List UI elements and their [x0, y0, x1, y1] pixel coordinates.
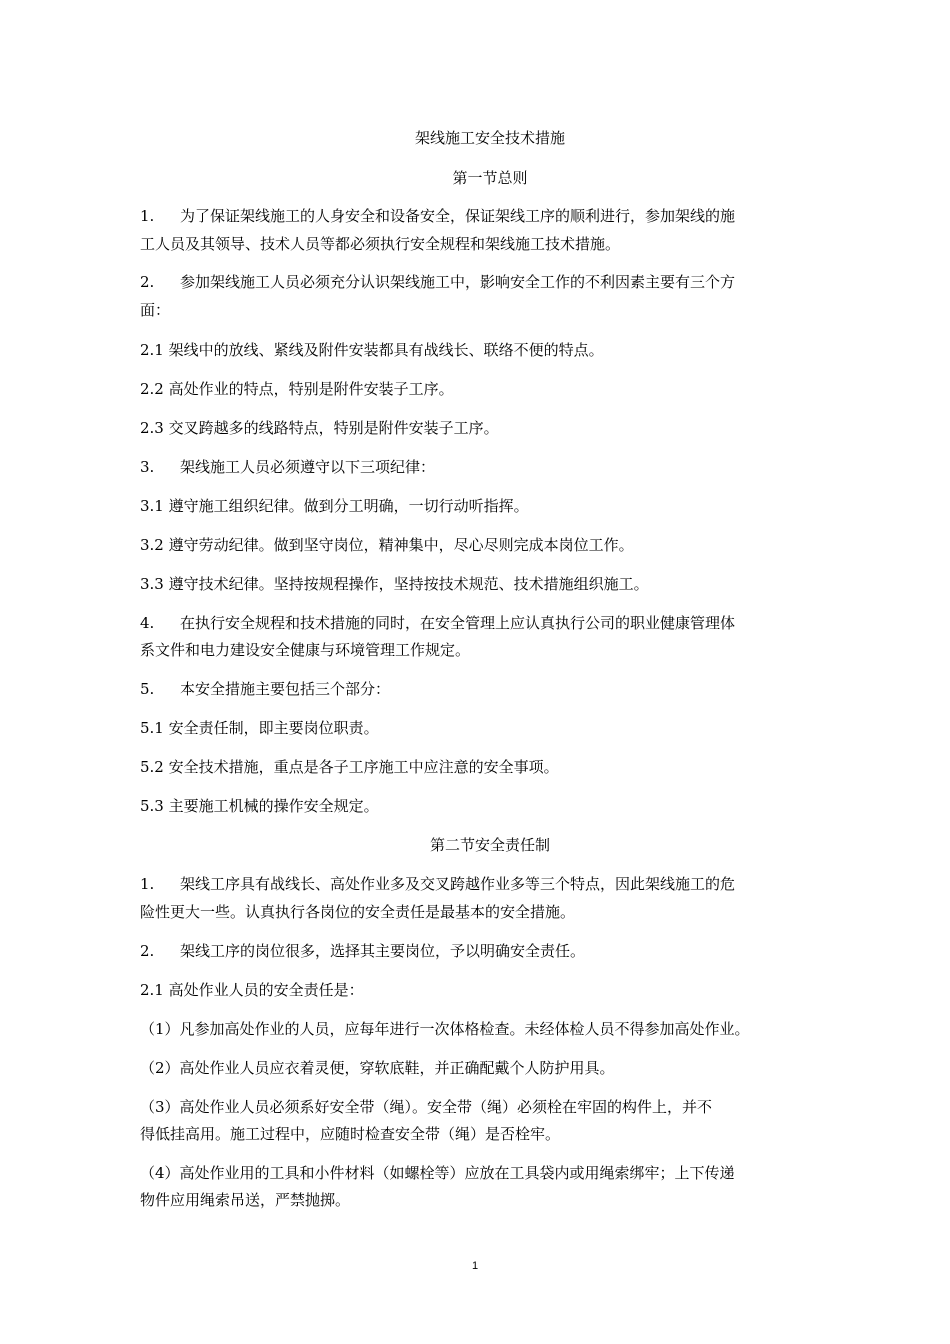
paragraph-number: 1. [140, 207, 155, 225]
subitem-5-3: 5.3 主要施工机械的操作安全规定。 [140, 797, 379, 815]
paragraph-2-line-1: 2. 参加架线施工人员必须充分认识架线施工中，影响安全工作的不利因素主要有三个方 [140, 273, 736, 291]
subitem-3-1: 3.1 遵守施工组织纪律。做到分工明确，一切行动听指挥。 [140, 497, 529, 515]
paragraph-3: 3. 架线施工人员必须遵守以下三项纪律： [140, 458, 436, 476]
list-item-3-line-1: （3）高处作业人员必须系好安全带（绳）。安全带（绳）必须栓在牢固的构件上，并不 [140, 1098, 713, 1116]
paragraph-4-line-1: 4. 在执行安全规程和技术措施的同时，在安全管理上应认真执行公司的职业健康管理体 [140, 614, 736, 632]
subitem-5-1: 5.1 安全责任制，即主要岗位职责。 [140, 719, 379, 737]
paragraph-number: 2. [140, 273, 155, 291]
document-title: 架线施工安全技术措施 [414, 129, 565, 147]
list-item-2: （2）高处作业人员应衣着灵便，穿软底鞋，并正确配戴个人防护用具。 [140, 1059, 615, 1077]
list-item-4-line-1: （4）高处作业用的工具和小件材料（如螺栓等）应放在工具袋内或用绳索绑牢；上下传递 [140, 1164, 735, 1182]
paragraph-number: 5. [140, 680, 155, 698]
section2-paragraph-2: 2. 架线工序的岗位很多，选择其主要岗位，予以明确安全责任。 [140, 942, 586, 960]
paragraph-number: 4. [140, 614, 155, 632]
paragraph-1-line-1: 1. 为了保证架线施工的人身安全和设备安全，保证架线工序的顺利进行，参加架线的施 [140, 207, 736, 225]
subitem-2-1: 2.1 架线中的放线、紧线及附件安装都具有战线长、联络不便的特点。 [140, 341, 604, 359]
paragraph-number: 2. [140, 942, 155, 960]
list-item-3-line-2: 得低挂高用。施工过程中，应随时检查安全带（绳）是否栓牢。 [140, 1125, 561, 1143]
section-heading-1: 第一节总则 [452, 169, 528, 187]
paragraph-number: 1. [140, 875, 155, 893]
subitem-3-3: 3.3 遵守技术纪律。坚持按规程操作，坚持按技术规范、技术措施组织施工。 [140, 575, 649, 593]
list-item-4-line-2: 物件应用绳索吊送，严禁抛掷。 [140, 1191, 351, 1209]
section-heading-2: 第二节安全责任制 [429, 836, 550, 854]
paragraph-1-line-2: 工人员及其领导、技术人员等都必须执行安全规程和架线施工技术措施。 [140, 235, 621, 253]
subitem-5-2: 5.2 安全技术措施，重点是各子工序施工中应注意的安全事项。 [140, 758, 559, 776]
paragraph-4-line-2: 系文件和电力建设安全健康与环境管理工作规定。 [140, 641, 471, 659]
list-item-1: （1）凡参加高处作业的人员，应每年进行一次体格检查。未经体检人员不得参加高处作业。 [140, 1020, 750, 1038]
subitem-2-2: 2.2 高处作业的特点，特别是附件安装子工序。 [140, 380, 454, 398]
subitem-2-3: 2.3 交叉跨越多的线路特点，特别是附件安装子工序。 [140, 419, 499, 437]
paragraph-2-line-2: 面： [140, 301, 171, 319]
section2-paragraph-1-line-1: 1. 架线工序具有战线长、高处作业多及交叉跨越作业多等三个特点，因此架线施工的危 [140, 875, 736, 893]
paragraph-number: 3. [140, 458, 155, 476]
section2-subitem-2-1: 2.1 高处作业人员的安全责任是： [140, 981, 364, 999]
page-number: 1 [471, 1260, 479, 1272]
paragraph-5: 5. 本安全措施主要包括三个部分： [140, 680, 391, 698]
section2-paragraph-1-line-2: 险性更大一些。认真执行各岗位的安全责任是最基本的安全措施。 [140, 903, 576, 921]
subitem-3-2: 3.2 遵守劳动纪律。做到坚守岗位，精神集中，尽心尽则完成本岗位工作。 [140, 536, 634, 554]
